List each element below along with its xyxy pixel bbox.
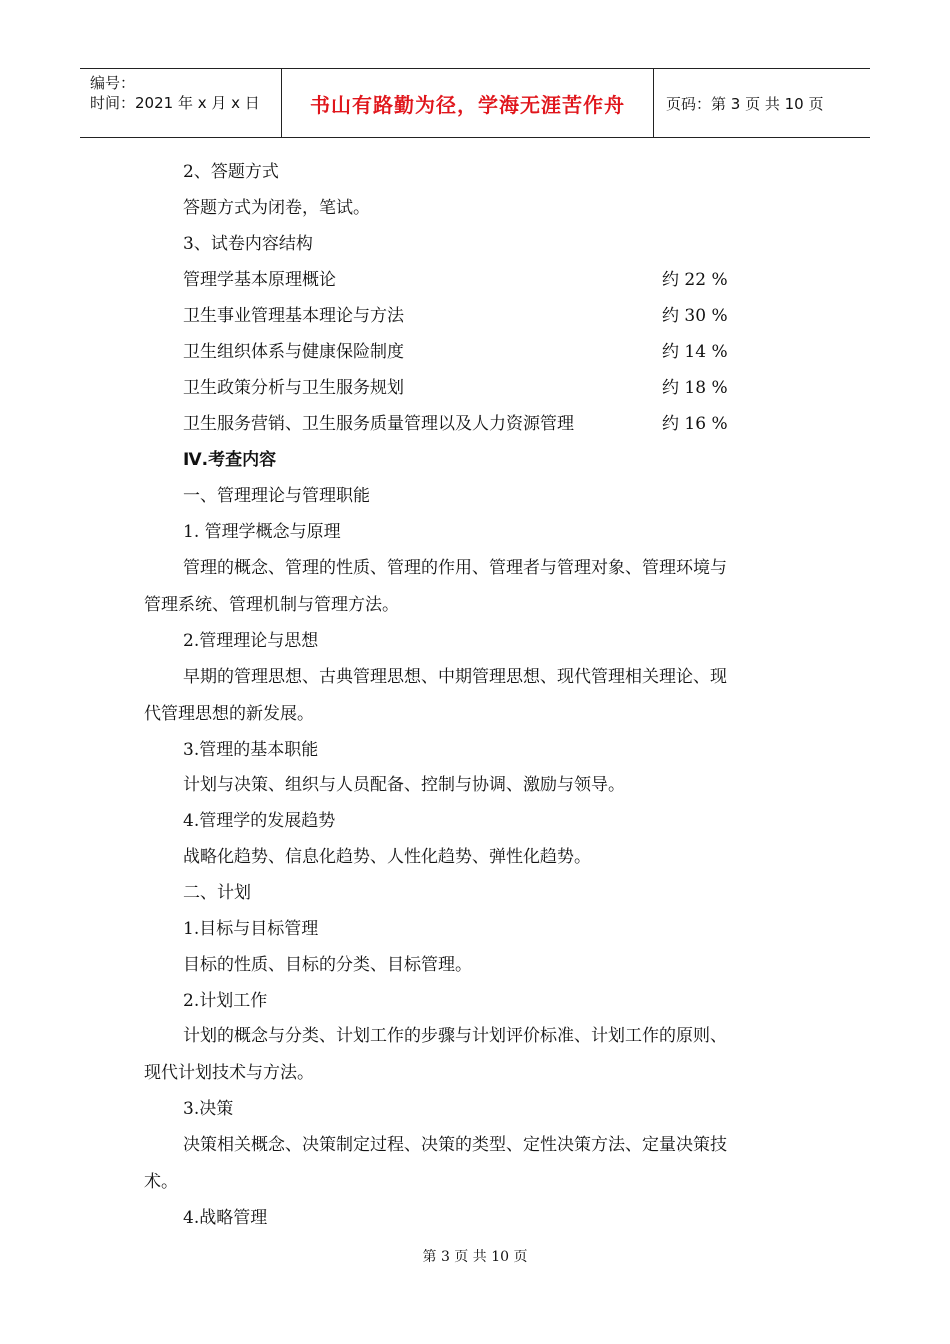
section-title: 3.管理的基本职能 <box>183 740 319 760</box>
section-title: 1. 管理学概念与原理 <box>183 522 341 542</box>
paragraph-line: 现代计划技术与方法。 <box>144 1063 314 1083</box>
paragraph-line: 早期的管理思想、古典管理思想、中期管理思想、现代管理相关理论、现 <box>183 667 727 687</box>
header-page-code: 页码：第 3 页 共 10 页 <box>666 94 824 113</box>
section-title: 4.战略管理 <box>183 1208 268 1228</box>
structure-row-topic: 卫生事业管理基本理论与方法 <box>183 306 404 326</box>
paragraph-line: 代管理思想的新发展。 <box>144 704 314 724</box>
structure-row-topic: 管理学基本原理概论 <box>183 270 336 290</box>
structure-row-topic: 卫生服务营销、卫生服务质量管理以及人力资源管理 <box>183 414 574 434</box>
structure-row-share: 约 14 % <box>662 342 728 362</box>
serial-label: 编号： <box>90 74 136 92</box>
part2-title: 二、计划 <box>183 883 251 903</box>
page-footer: 第 3 页 共 10 页 <box>422 1249 528 1265</box>
paragraph-line: 计划与决策、组织与人员配备、控制与协调、激励与领导。 <box>183 775 625 795</box>
section-title: 4.管理学的发展趋势 <box>183 811 336 831</box>
exam-content-heading: Ⅳ.考查内容 <box>183 450 277 470</box>
motto: 书山有路勤为径，学海无涯苦作舟 <box>310 92 625 117</box>
structure-row-share: 约 22 % <box>662 270 728 290</box>
paragraph-line: 术。 <box>144 1172 178 1192</box>
time-label: 时间：2021 年 x 月 x 日 <box>90 94 260 112</box>
paragraph-line: 目标的性质、目标的分类、目标管理。 <box>183 955 472 975</box>
paragraph-line: 管理的概念、管理的性质、管理的作用、管理者与管理对象、管理环境与 <box>183 558 727 578</box>
section-title: 3.决策 <box>183 1099 234 1119</box>
paragraph-line: 计划的概念与分类、计划工作的步骤与计划评价标准、计划工作的原则、 <box>183 1026 727 1046</box>
page-header <box>80 68 870 138</box>
structure-row-share: 约 16 % <box>662 414 728 434</box>
structure-title: 3、试卷内容结构 <box>183 234 313 254</box>
header-meta <box>80 69 282 137</box>
answer-method-text: 答题方式为闭卷，笔试。 <box>183 198 370 218</box>
section-title: 2.管理理论与思想 <box>183 631 319 651</box>
paragraph-line: 决策相关概念、决策制定过程、决策的类型、定性决策方法、定量决策技 <box>183 1135 727 1155</box>
header-motto-cell <box>282 69 654 137</box>
paragraph-line: 战略化趋势、信息化趋势、人性化趋势、弹性化趋势。 <box>183 847 591 867</box>
structure-row-share: 约 18 % <box>662 378 728 398</box>
structure-row-topic: 卫生组织体系与健康保险制度 <box>183 342 404 362</box>
structure-row-share: 约 30 % <box>662 306 728 326</box>
structure-row-topic: 卫生政策分析与卫生服务规划 <box>183 378 404 398</box>
section-title: 2.计划工作 <box>183 991 268 1011</box>
paragraph-line: 管理系统、管理机制与管理方法。 <box>144 595 399 615</box>
answer-method-title: 2、答题方式 <box>183 162 279 182</box>
part1-title: 一、管理理论与管理职能 <box>183 486 370 506</box>
section-title: 1.目标与目标管理 <box>183 919 319 939</box>
